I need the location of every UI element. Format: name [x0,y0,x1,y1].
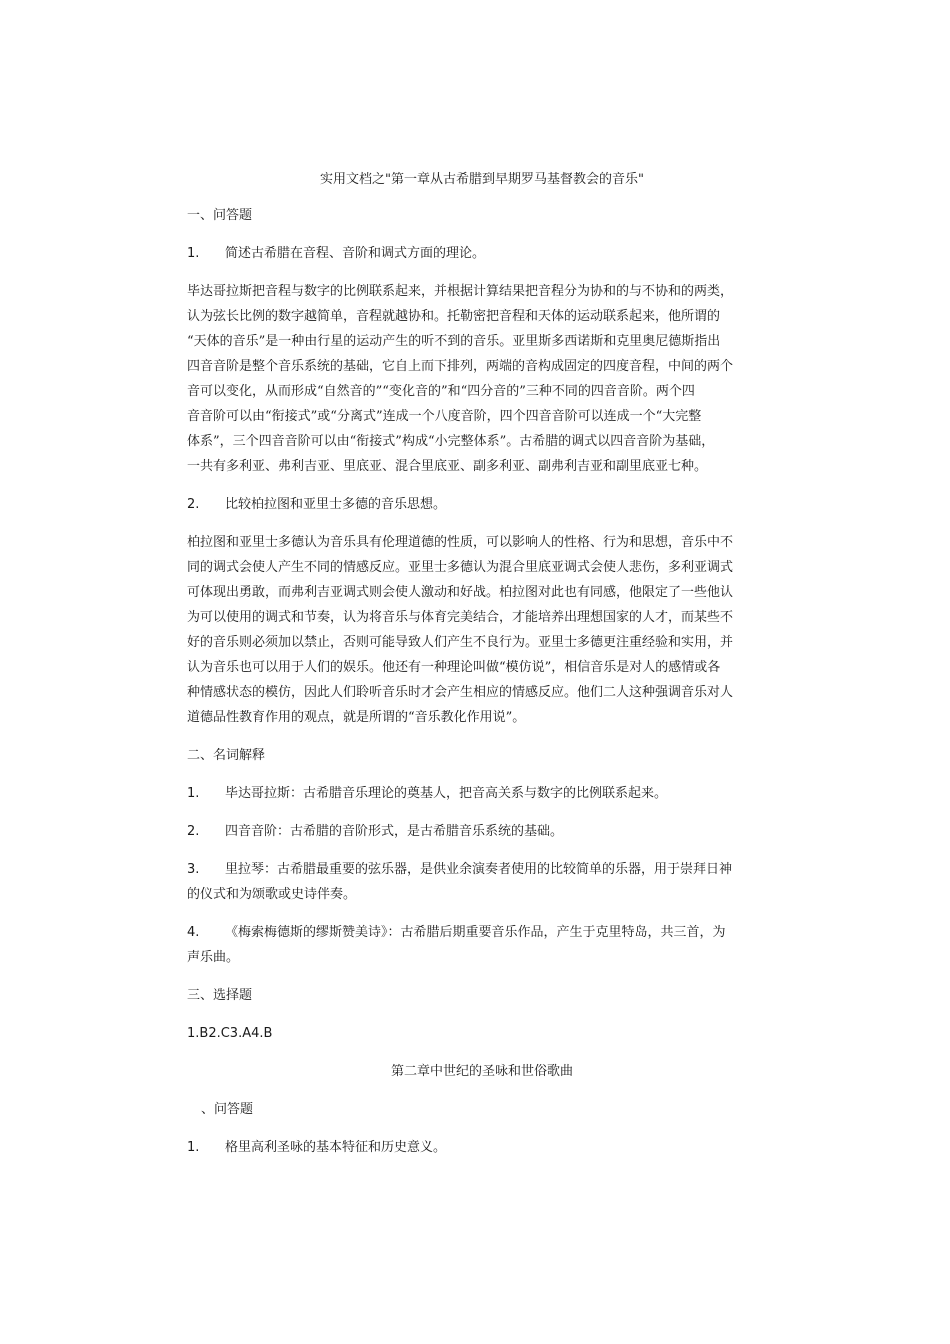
answer-line: 可体现出勇敢，而弗利吉亚调式则会使人激动和好战。柏拉图对此也有同感，他限定了一些他认 [187,585,734,600]
term-text: 《梅索梅德斯的缪斯赞美诗》：古希腊后期重要音乐作品，产生于克里特岛，共三首，为 [225,925,726,940]
term-text: 四音音阶：古希腊的音阶形式，是古希腊音乐系统的基础。 [225,824,564,839]
section-heading-choice: 三、选择题 [187,988,253,1003]
term-1 [187,781,777,806]
term-text-continued: 的仪式和为颂歌或史诗伴奏。 [187,887,357,902]
term-number: 2. [187,824,200,839]
answer-line: 一共有多利亚、弗利吉亚、里底亚、混合里底亚、副多利亚、副弗利吉亚和副里底亚七种。 [187,459,708,474]
term-text: 里拉琴：古希腊最重要的弦乐器，是供业余演奏者使用的比较简单的乐器，用于崇拜日神 [225,862,733,877]
term-number: 3. [187,862,200,877]
answer-line: 为可以使用的调式和节奏，认为将音乐与体育完美结合，才能培养出理想国家的人才，而某些不 [187,610,734,625]
term-2 [187,819,777,844]
term-number: 4. [187,925,200,940]
term-text-continued: 声乐曲。 [187,950,240,965]
answer-2 [187,530,777,730]
answer-line: 毕达哥拉斯把音程与数字的比例联系起来，并根据计算结果把音程分为协和的与不协和的两类， [187,284,734,299]
answer-line: “天体的音乐”是一种由行星的运动产生的听不到的音乐。亚里斯多西诺斯和克里奥尼德斯指出 [187,334,721,349]
question-2 [187,492,777,517]
question-text: 简述古希腊在音程、音阶和调式方面的理论。 [225,246,486,261]
question-number: 1. [187,1140,200,1155]
choice-answers: 1.B2.C3.A4.B [187,1026,273,1041]
answer-line: 道德品性教育作用的观点，就是所谓的“音乐教化作用说”。 [187,710,526,725]
chapter-2-title: 第二章中世纪的圣咏和世俗歌曲 [390,1064,573,1079]
answer-line: 体系”，三个四音音阶可以由“衔接式”构成“小完整体系”。古希腊的调式以四音音阶为基础， [187,434,715,449]
section-heading-qa: 一、问答题 [187,208,253,223]
term-text: 毕达哥拉斯：古希腊音乐理论的奠基人，把音高关系与数字的比例联系起来。 [225,786,668,801]
answer-line: 柏拉图和亚里士多德认为音乐具有伦理道德的性质，可以影响人的性格、行为和思想，音乐中不 [187,535,734,550]
question-number: 1. [187,246,200,261]
answer-line: 认为弦长比例的数字越简单，音程就越协和。托勒密把音程和天体的运动联系起来，他所谓的 [187,309,721,324]
answer-line: 四音音阶是整个音乐系统的基础，它自上而下排列，两端的音构成固定的四度音程，中间的两个 [187,359,734,374]
answer-line: 音音阶可以由“衔接式”或“分离式”连成一个八度音阶，四个四音音阶可以连成一个“大完整 [187,409,702,424]
answer-line: 同的调式会使人产生不同的情感反应。亚里士多德认为混合里底亚调式会使人悲伤，多利亚调式 [187,560,734,575]
answer-line: 好的音乐则必须加以禁止，否则可能导致人们产生不良行为。亚里士多德更注重经验和实用，并 [187,635,734,650]
answer-1 [187,279,777,479]
document-page [187,168,777,1160]
question-3 [187,1135,777,1160]
question-1 [187,241,777,266]
question-number: 2. [187,497,200,512]
term-number: 1. [187,786,200,801]
answer-line: 种情感状态的模仿，因此人们聆听音乐时才会产生相应的情感反应。他们二人这种强调音乐对人 [187,685,734,700]
question-text: 格里高利圣咏的基本特征和历史意义。 [225,1140,447,1155]
term-4 [187,920,777,970]
section-heading-qa-2: 、问答题 [201,1102,254,1117]
chapter-1-title: 实用文档之"第一章从古希腊到早期罗马基督教会的音乐" [320,172,644,187]
answer-line: 音可以变化，从而形成“自然音的”“变化音的”和“四分音的”三种不同的四音音阶。两个四 [187,384,695,399]
question-text: 比较柏拉图和亚里士多德的音乐思想。 [225,497,447,512]
section-heading-terms: 二、名词解释 [187,748,266,763]
answer-line: 认为音乐也可以用于人们的娱乐。他还有一种理论叫做“模仿说”，相信音乐是对人的感情或各 [187,660,721,675]
term-3 [187,857,777,907]
